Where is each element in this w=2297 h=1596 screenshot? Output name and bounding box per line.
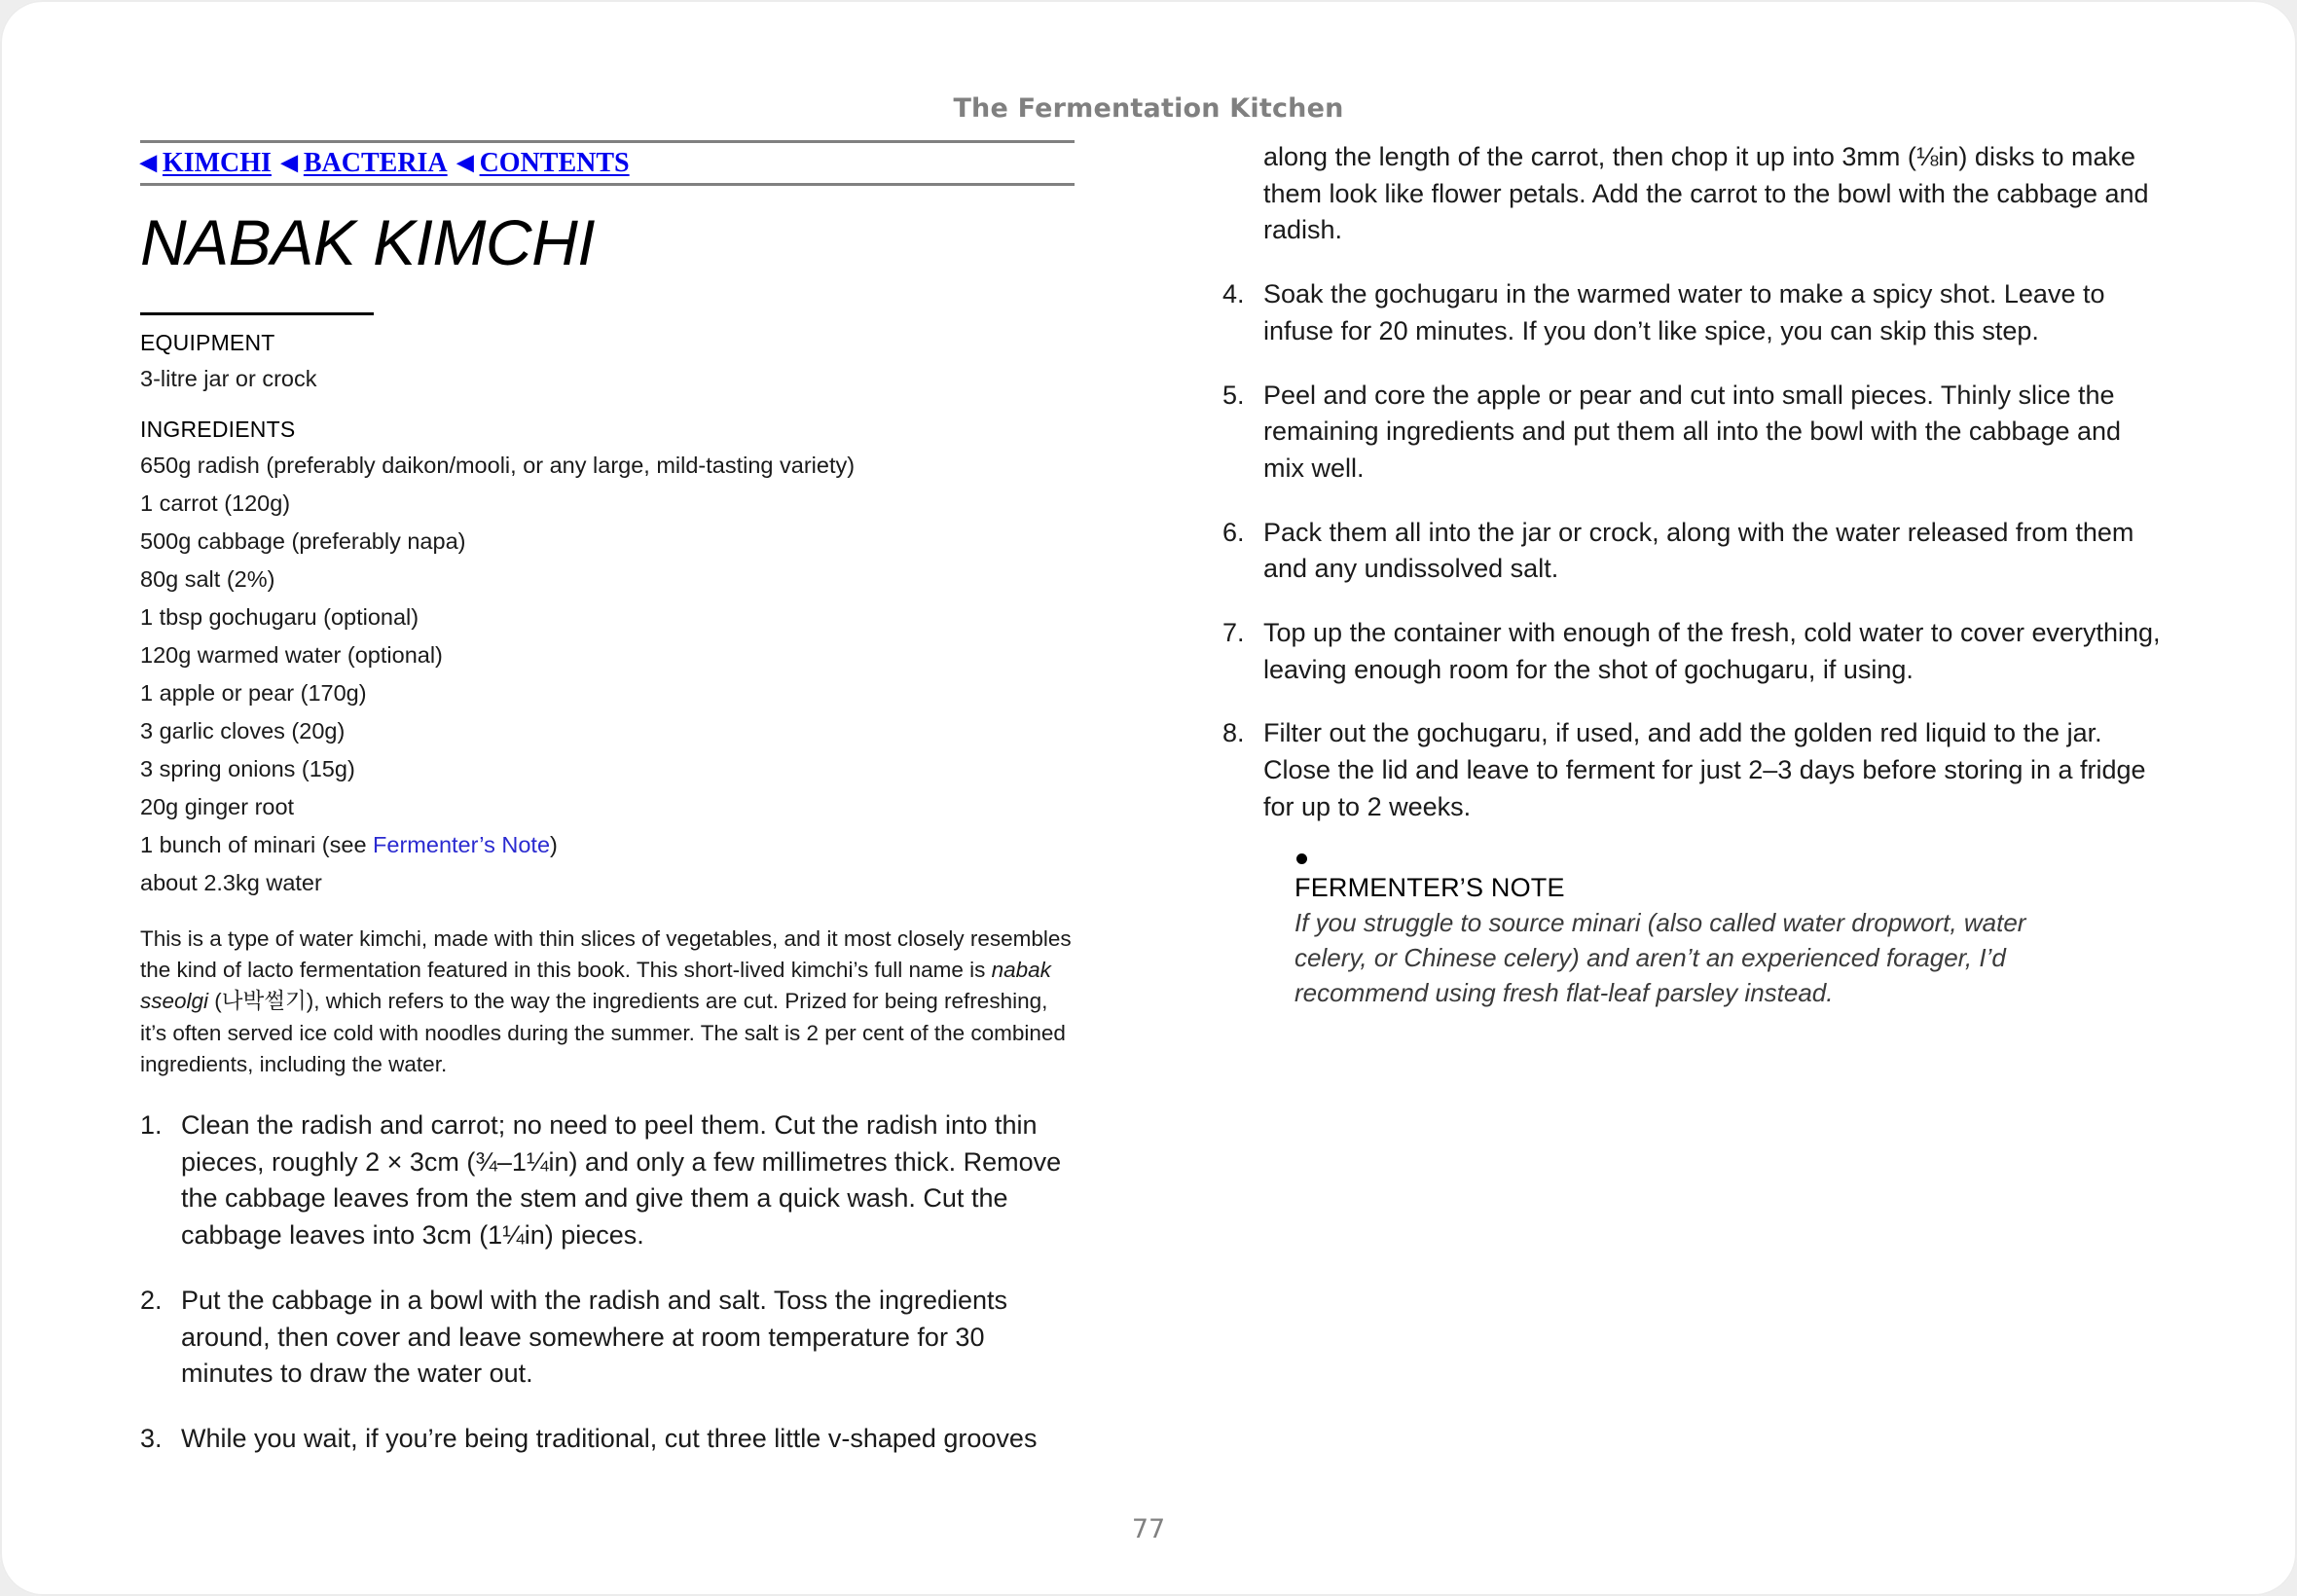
method-step	[140, 1107, 1075, 1254]
method-step	[1222, 515, 2167, 588]
ingredient-item: 120g warmed water (optional)	[140, 642, 443, 668]
bullet-icon	[1296, 853, 1307, 864]
ingredients-heading: INGREDIENTS	[140, 417, 296, 442]
step-number: 6.	[1222, 517, 1245, 547]
method-steps-right	[1222, 276, 2167, 825]
intro-text: (나박썰기), which refers to the way the ingredients are cut. Prized for being refreshing, it’s often served ice cold with noodles during the summer. The salt is 2 per cent of the combined ingredients, including the water.	[140, 989, 1066, 1076]
step-number: 2.	[140, 1285, 163, 1315]
nav-item-kimchi[interactable]	[140, 148, 272, 179]
breadcrumb-nav	[140, 140, 1075, 186]
note-text: If you struggle to source minari (also called water dropwort, water celery, or Chinese celery) and aren’t an experienced forager, I’d recommend using fresh flat-leaf parsley instead.	[1294, 907, 2026, 1007]
step-text: Peel and core the apple or pear and cut into small pieces. Thinly slice the remaining ingredients and put them all into the bowl with the cabbage and mix well.	[1263, 380, 2122, 483]
section-divider	[140, 312, 374, 315]
step-text: Clean the radish and carrot; no need to peel them. Cut the radish into thin pieces, roughly 2 × 3cm (¾–1¼in) and only a few millimetres thick. Remove the cabbage leaves from the stem and give them a quick wash. Cut the cabbage leaves into 3cm (1¼in) pieces.	[181, 1110, 1062, 1251]
nav-item-contents[interactable]	[457, 148, 630, 179]
recipe-title: NABAK KIMCHI	[140, 206, 596, 278]
step-text: While you wait, if you’re being traditional, cut three little v-shaped grooves	[181, 1423, 1038, 1453]
intro-paragraph	[140, 924, 1075, 1080]
ingredient-item: 3 garlic cloves (20g)	[140, 718, 346, 744]
equipment-heading: EQUIPMENT	[140, 330, 275, 355]
ingredient-item: 1 apple or pear (170g)	[140, 680, 367, 706]
ingredient-text: )	[550, 832, 558, 857]
method-step	[140, 1421, 1075, 1458]
method-step	[140, 1283, 1075, 1393]
method-step	[1222, 276, 2167, 349]
right-column	[1222, 139, 2167, 1010]
ingredient-item: 3 spring onions (15g)	[140, 756, 355, 781]
left-column	[140, 140, 1075, 1486]
back-arrow-icon: ◀	[456, 149, 474, 174]
step-number: 3.	[140, 1423, 163, 1453]
ingredient-text: 1 bunch of minari (see	[140, 832, 374, 857]
step-text: Pack them all into the jar or crock, along with the water released from them and any undissolved salt.	[1263, 517, 2134, 584]
method-step	[1222, 615, 2167, 688]
intro-text: This is a type of water kimchi, made with thin slices of vegetables, and it most closely resembles the kind of lacto fermentation featured in this book. This short-lived kimchi’s full name is	[140, 926, 1072, 983]
step-text: Filter out the gochugaru, if used, and add the golden red liquid to the jar. Close the lid and leave to ferment for just 2–3 days before storing in a fridge for up to 2 weeks.	[1263, 718, 2146, 821]
nav-link-kimchi[interactable]: KIMCHI	[162, 147, 272, 178]
step-number: 7.	[1222, 618, 1245, 648]
ingredient-item: 80g salt (2%)	[140, 566, 275, 592]
nav-item-bacteria[interactable]	[281, 148, 448, 179]
back-arrow-icon: ◀	[140, 149, 157, 174]
step-continuation: along the length of the carrot, then chop it up into 3mm (⅛in) disks to make them look like flower petals. Add the carrot to the bowl with the cabbage and radish.	[1263, 142, 2149, 245]
ingredient-item: 500g cabbage (preferably napa)	[140, 528, 466, 554]
ingredient-item: 1 carrot (120g)	[140, 490, 291, 516]
ingredient-item: 1 tbsp gochugaru (optional)	[140, 604, 419, 630]
step-text: Put the cabbage in a bowl with the radish and salt. Toss the ingredients around, then cover and leave somewhere at room temperature for 30 minutes to draw the water out.	[181, 1285, 1008, 1389]
page-number: 77	[1131, 1514, 1166, 1544]
note-title: FERMENTER’S NOTE	[1294, 872, 1565, 902]
ingredients-list	[140, 447, 1075, 902]
step-number: 1.	[140, 1110, 163, 1141]
method-step	[1222, 378, 2167, 488]
method-steps-left	[140, 1107, 1075, 1458]
ingredient-item: about 2.3kg water	[140, 870, 322, 895]
intro-italic-name: nabak sseolgi	[140, 958, 1051, 1014]
fermenters-note-link[interactable]: Fermenter’s Note	[373, 832, 551, 857]
method-step	[1222, 715, 2167, 825]
equipment-item: 3-litre jar or crock	[140, 366, 317, 391]
step-text: Soak the gochugaru in the warmed water to make a spicy shot. Leave to infuse for 20 minutes. If you don’t like spice, you can skip this step.	[1263, 279, 2105, 345]
nav-link-bacteria[interactable]: BACTERIA	[303, 147, 448, 178]
running-header: The Fermentation Kitchen	[953, 93, 1344, 124]
step-number: 4.	[1222, 279, 1245, 309]
step-number: 8.	[1222, 718, 1245, 748]
back-arrow-icon: ◀	[280, 149, 298, 174]
ingredient-item: 650g radish (preferably daikon/mooli, or any large, mild-tasting variety)	[140, 453, 856, 478]
fermenters-note	[1294, 853, 2167, 1010]
ingredient-item: 20g ginger root	[140, 794, 295, 819]
step-text: Top up the container with enough of the fresh, cold water to cover everything, leaving enough room for the shot of gochugaru, if using.	[1263, 618, 2161, 684]
ingredient-item-minari	[140, 826, 1075, 864]
step-number: 5.	[1222, 380, 1245, 410]
nav-link-contents[interactable]: CONTENTS	[479, 147, 630, 178]
